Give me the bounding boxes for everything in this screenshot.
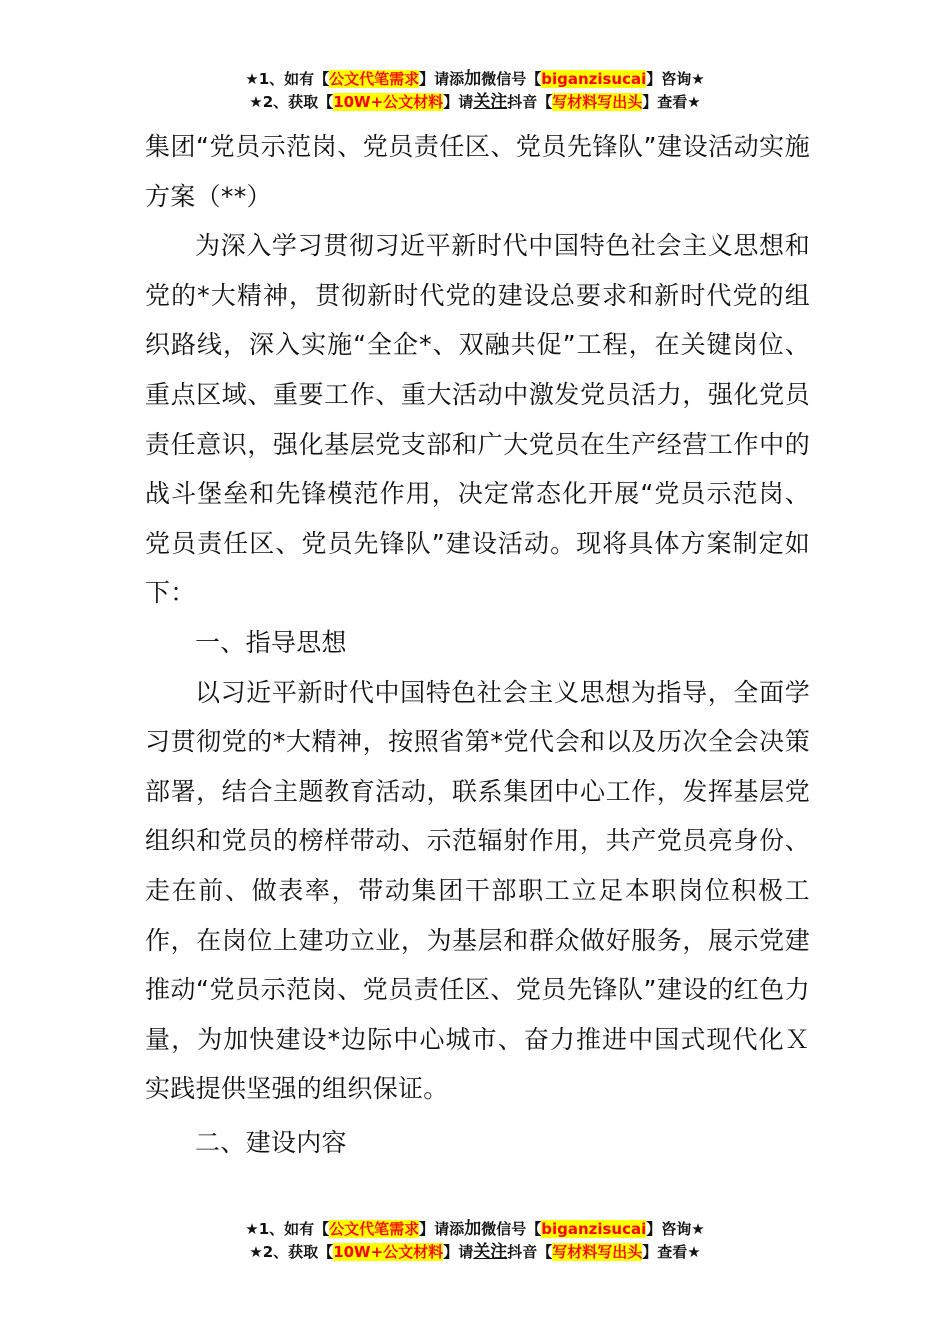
banner-emphasis: 加 bbox=[464, 69, 482, 89]
banner-emphasis: 关注 bbox=[473, 1242, 508, 1262]
header-line-2 bbox=[0, 91, 950, 114]
banner-text: 】查看★ bbox=[642, 93, 701, 111]
banner-text: 抖音【 bbox=[507, 1243, 553, 1261]
highlight-materials: 10W+公文材料 bbox=[333, 93, 444, 111]
header-banner bbox=[0, 68, 950, 114]
banner-text: 】查看★ bbox=[642, 1243, 701, 1261]
banner-text: 抖音【 bbox=[507, 93, 553, 111]
footer-line-2 bbox=[0, 1241, 950, 1264]
highlight-wechat-id: biganzisucai bbox=[541, 1220, 647, 1238]
section-2-heading: 二、建设内容 bbox=[195, 1127, 347, 1157]
footer-line-1 bbox=[0, 1218, 950, 1241]
document-body bbox=[145, 122, 810, 1167]
banner-text: 微信号【 bbox=[481, 70, 542, 88]
highlight-service: 公文代笔需求 bbox=[329, 70, 420, 88]
banner-text: ★2、获取【 bbox=[249, 1243, 334, 1261]
banner-text: ★1、如有【 bbox=[245, 70, 330, 88]
banner-emphasis: 关注 bbox=[473, 92, 508, 112]
highlight-douyin-account: 写材料写出头 bbox=[552, 93, 643, 111]
section-1-body: 以习近平新时代中国特色社会主义思想为指导，全面学习贯彻党的*大精神，按照省第*党代会和以及历次全会决策部署，结合主题教育活动，联系集团中心工作，发挥基层党组织和党员的榜样带动、示范辐射作用，共产党员亮身份、走在前、做表率，带动集团干部职工立足本职岗位积极工作，在岗位上建功立业，为基层和群众做好服务，展示党建推动“党员示范岗、党员责任区、党员先锋队”建设的红色力量，为加快建设*边际中心城市、奋力推进中国式现代化Ｘ实践提供坚强的组织保证。 bbox=[145, 677, 810, 1104]
document-title: 集团“党员示范岗、党员责任区、党员先锋队”建设活动实施方案（**） bbox=[145, 132, 810, 211]
banner-text: 】请 bbox=[443, 93, 474, 111]
intro-paragraph: 为深入学习贯彻习近平新时代中国特色社会主义思想和党的*大精神，贯彻新时代党的建设总要求和新时代党的组织路线，深入实施“全企*、双融共促”工程，在关键岗位、重点区域、重要工作、重大活动中激发党员活力，强化党员责任意识，强化基层党支部和广大党员在生产经营工作中的战斗堡垒和先锋模范作用，决定常态化开展“党员示范岗、党员责任区、党员先锋队”建设活动。现将具体方案制定如下： bbox=[145, 231, 810, 608]
banner-text: 】请添 bbox=[419, 1220, 465, 1238]
banner-emphasis: 加 bbox=[464, 1219, 482, 1239]
header-line-1 bbox=[0, 68, 950, 91]
banner-text: 】咨询★ bbox=[646, 1220, 705, 1238]
footer-banner bbox=[0, 1218, 950, 1264]
highlight-service: 公文代笔需求 bbox=[329, 1220, 420, 1238]
banner-text: 微信号【 bbox=[481, 1220, 542, 1238]
highlight-materials: 10W+公文材料 bbox=[333, 1243, 444, 1261]
banner-text: ★1、如有【 bbox=[245, 1220, 330, 1238]
highlight-wechat-id: biganzisucai bbox=[541, 70, 647, 88]
banner-text: ★2、获取【 bbox=[249, 93, 334, 111]
highlight-douyin-account: 写材料写出头 bbox=[552, 1243, 643, 1261]
banner-text: 】请添 bbox=[419, 70, 465, 88]
banner-text: 】咨询★ bbox=[646, 70, 705, 88]
section-1-heading: 一、指导思想 bbox=[195, 627, 347, 657]
banner-text: 】请 bbox=[443, 1243, 474, 1261]
